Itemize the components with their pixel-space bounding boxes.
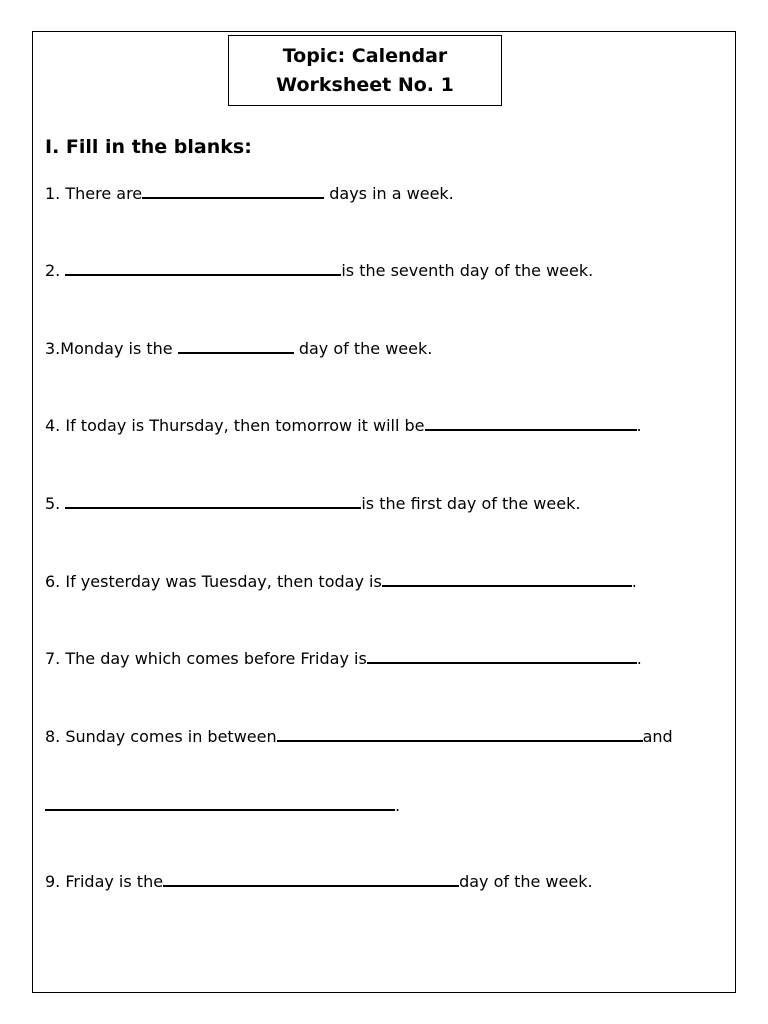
- question-8-text-after: and: [642, 727, 673, 746]
- question-2: [45, 260, 593, 281]
- question-2-blank[interactable]: [65, 260, 341, 276]
- question-6-text-after: .: [631, 572, 637, 591]
- question-1-text-after: days in a week.: [324, 184, 454, 203]
- question-7-text-after: .: [636, 649, 642, 668]
- question-3-text-after: day of the week.: [293, 339, 433, 358]
- question-8-continuation: [45, 795, 400, 816]
- question-9-text-before: 9. Friday is the: [45, 872, 164, 891]
- question-7-blank[interactable]: [367, 648, 637, 664]
- question-8-continuation-after: .: [395, 796, 401, 815]
- question-5: [45, 493, 580, 514]
- question-2-text-before: 2.: [45, 261, 66, 280]
- question-5-blank[interactable]: [65, 493, 361, 509]
- question-9-text-after: day of the week.: [459, 872, 593, 891]
- question-8-text-before: 8. Sunday comes in between: [45, 727, 277, 746]
- question-8-blank-second[interactable]: [45, 795, 395, 811]
- question-1-blank[interactable]: [142, 183, 324, 199]
- question-8: [45, 726, 673, 747]
- question-4-blank[interactable]: [425, 415, 637, 431]
- question-1-text-before: 1. There are: [45, 184, 143, 203]
- question-9: [45, 871, 593, 892]
- worksheet-number: Worksheet No. 1: [276, 74, 454, 96]
- question-3-text-before: 3.Monday is the: [45, 339, 178, 358]
- question-9-blank[interactable]: [163, 871, 459, 887]
- question-3-blank[interactable]: [178, 338, 294, 354]
- section-heading: I. Fill in the blanks:: [45, 136, 252, 158]
- question-7-text-before: 7. The day which comes before Friday is: [45, 649, 367, 668]
- question-4: [45, 415, 642, 436]
- question-3: [45, 338, 432, 359]
- question-6-text-before: 6. If yesterday was Tuesday, then today is: [45, 572, 382, 591]
- question-1: [45, 183, 454, 204]
- question-4-text-before: 4. If today is Thursday, then tomorrow it will be: [45, 416, 425, 435]
- question-5-text-after: is the first day of the week.: [361, 494, 581, 513]
- question-5-text-before: 5.: [45, 494, 66, 513]
- topic-title: Topic: Calendar: [282, 45, 448, 67]
- question-8-blank-first[interactable]: [277, 726, 643, 742]
- question-4-text-after: .: [636, 416, 642, 435]
- worksheet-title-box: [228, 35, 502, 106]
- question-6-blank[interactable]: [382, 571, 632, 587]
- question-6: [45, 571, 637, 592]
- question-2-text-after: is the seventh day of the week.: [341, 261, 594, 280]
- question-7: [45, 648, 642, 669]
